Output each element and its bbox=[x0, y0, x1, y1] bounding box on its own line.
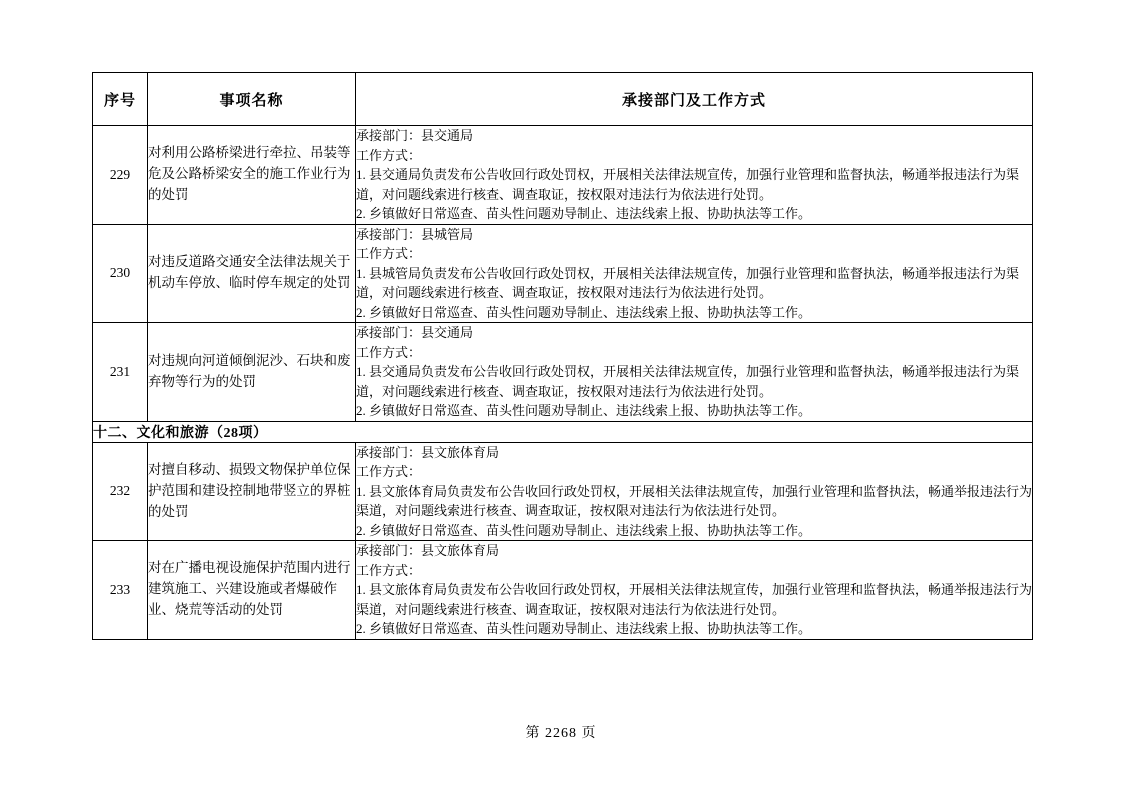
section-heading: 十二、文化和旅游（28项） bbox=[93, 421, 1033, 442]
header-department-method: 承接部门及工作方式 bbox=[356, 73, 1033, 126]
department-label: 承接部门：县城管局 bbox=[356, 226, 474, 242]
department-label: 承接部门：县文旅体育局 bbox=[356, 543, 500, 558]
row-department-method bbox=[356, 126, 1033, 225]
method-item-2: 2. 乡镇做好日常巡查、苗头性问题劝导制止、违法线索上报、协助执法等工作。 bbox=[356, 621, 812, 636]
row-sequence: 233 bbox=[93, 541, 148, 640]
method-label: 工作方式： bbox=[356, 246, 422, 261]
method-label: 工作方式： bbox=[356, 464, 422, 479]
method-item-1: 1. 县文旅体育局负责发布公告收回行政处罚权，开展相关法律法规宣传，加强行业管理和监督执法，畅通举报违法行为渠道，对问题线索进行核查、调查取证，按权限对违法行为依法进行处罚。 bbox=[356, 483, 1033, 518]
row-department-method bbox=[356, 541, 1033, 640]
row-sequence: 229 bbox=[93, 126, 148, 225]
header-sequence: 序号 bbox=[93, 73, 148, 126]
method-item-2: 2. 乡镇做好日常巡查、苗头性问题劝导制止、违法线索上报、协助执法等工作。 bbox=[356, 304, 812, 320]
method-item-2: 2. 乡镇做好日常巡查、苗头性问题劝导制止、违法线索上报、协助执法等工作。 bbox=[356, 522, 812, 538]
section-heading-row bbox=[93, 421, 1033, 442]
row-sequence: 232 bbox=[93, 442, 148, 541]
method-label: 工作方式： bbox=[356, 562, 422, 578]
row-item-name: 对违反道路交通安全法律法规关于机动车停放、临时停车规定的处罚 bbox=[148, 224, 356, 323]
method-item-1: 1. 县城管局负责发布公告收回行政处罚权，开展相关法律法规宣传，加强行业管理和监督执法，畅通举报违法行为渠道，对问题线索进行核查、调查取证，按权限对违法行为依法进行处罚。 bbox=[356, 265, 1020, 300]
department-label: 承接部门：县文旅体育局 bbox=[356, 444, 500, 460]
table-header-row bbox=[93, 73, 1033, 126]
method-label: 工作方式： bbox=[356, 344, 422, 360]
row-department-method bbox=[356, 442, 1033, 541]
row-item-name: 对在广播电视设施保护范围内进行建筑施工、兴建设施或者爆破作业、烧荒等活动的处罚 bbox=[148, 541, 356, 640]
table-row bbox=[93, 126, 1033, 225]
method-item-2: 2. 乡镇做好日常巡查、苗头性问题劝导制止、违法线索上报、协助执法等工作。 bbox=[356, 403, 812, 418]
method-item-1: 1. 县交通局负责发布公告收回行政处罚权，开展相关法律法规宣传，加强行业管理和监督执法，畅通举报违法行为渠道，对问题线索进行核查、调查取证，按权限对违法行为依法进行处罚。 bbox=[356, 364, 1020, 399]
page-number: 第 2268 页 bbox=[525, 726, 597, 741]
method-item-1: 1. 县交通局负责发布公告收回行政处罚权，开展相关法律法规宣传，加强行业管理和监督执法，畅通举报违法行为渠道，对问题线索进行核查、调查取证，按权限对违法行为依法进行处罚。 bbox=[356, 167, 1020, 202]
table-row bbox=[93, 224, 1033, 323]
row-item-name: 对利用公路桥梁进行牵拉、吊装等危及公路桥梁安全的施工作业行为的处罚 bbox=[148, 126, 356, 225]
row-item-name: 对违规向河道倾倒泥沙、石块和废弃物等行为的处罚 bbox=[148, 323, 356, 422]
row-sequence: 231 bbox=[93, 323, 148, 422]
table-row bbox=[93, 442, 1033, 541]
method-label: 工作方式： bbox=[356, 147, 422, 163]
method-item-2: 2. 乡镇做好日常巡查、苗头性问题劝导制止、违法线索上报、协助执法等工作。 bbox=[356, 206, 812, 221]
table-row bbox=[93, 323, 1033, 422]
row-department-method bbox=[356, 224, 1033, 323]
table-row bbox=[93, 541, 1033, 640]
row-item-name: 对擅自移动、损毁文物保护单位保护范围和建设控制地带竖立的界桩的处罚 bbox=[148, 442, 356, 541]
row-department-method bbox=[356, 323, 1033, 422]
department-label: 承接部门：县交通局 bbox=[356, 128, 474, 143]
department-label: 承接部门：县交通局 bbox=[356, 325, 474, 340]
method-item-1: 1. 县文旅体育局负责发布公告收回行政处罚权，开展相关法律法规宣传，加强行业管理和监督执法，畅通举报违法行为渠道，对问题线索进行核查、调查取证，按权限对违法行为依法进行处罚。 bbox=[356, 582, 1033, 617]
responsibility-table bbox=[92, 72, 1033, 640]
header-item-name: 事项名称 bbox=[148, 73, 356, 126]
page-footer bbox=[0, 722, 1122, 742]
row-sequence: 230 bbox=[93, 224, 148, 323]
